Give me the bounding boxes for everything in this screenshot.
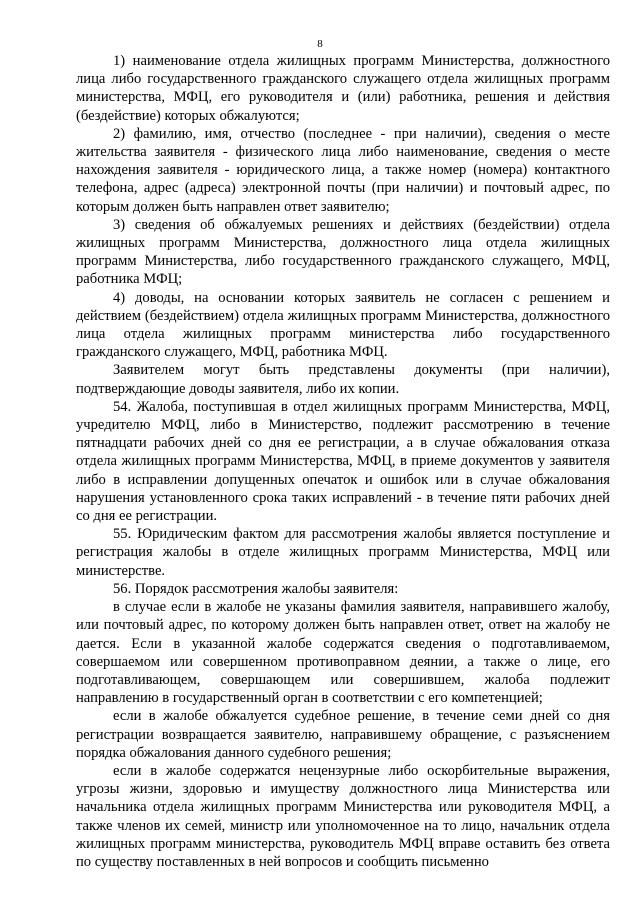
paragraph-54: 54. Жалоба, поступившая в отдел жилищных программ Министерства, МФЦ, учредителю МФЦ, либо в Министерство, подлежит рассмотрению в течение пятнадцати рабочих дней со дня ее регистрации, а в случае обжалования отказа отдела жилищных программ Министерства, МФЦ, в приеме документов у заявителя либо в исправлении допущенных опечаток и ошибок или в случае обжалования нарушения установленного срока таких исправлений - в течение пяти рабочих дней со дня ее регистрации. [76,398,610,525]
paragraph-item-1: 1) наименование отдела жилищных программ Министерства, должностного лица либо государственного гражданского служащего отдела жилищных программ министерства, МФЦ, его руководителя и (или) работника, решения и действия (бездействие) которых обжалуются; [76,53,610,124]
paragraph-56: 56. Порядок рассмотрения жалобы заявителя: [113,580,399,597]
paragraph-item-2: 2) фамилию, имя, отчество (последнее - при наличии), сведения о месте жительства заявителя - физического лица либо наименование, сведения о месте нахождения заявителя - юридического лица, а также номер (номера) контактного телефона, адрес (адреса) электронной почты (при наличии) и почтовый адрес, по которым должен быть направлен ответ заявителю; [76,125,610,215]
paragraph-item-4: 4) доводы, на основании которых заявитель не согласен с решением и действием (бездействием) отдела жилищных программ Министерства, должностного лица отдела жилищных программ министерства либо государственного гражданского служащего, МФЦ, работника МФЦ. [76,289,610,361]
paragraph-offensive-case: если в жалобе содержатся нецензурные либо оскорбительные выражения, угрозы жизни, здоровью и имуществу должностного лица Министерства или начальника отдела жилищных программ Министерства или руководителя МФЦ, а также членов их семей, министр или уполномоченное на то лицо, начальник отдела жилищных программ министерства, руководитель МФЦ вправе оставить без ответа по существу поставленных в ней вопросов и сообщить письменно [76,762,610,870]
page-number: 8 [317,38,323,50]
paragraph-item-3: 3) сведения об обжалуемых решениях и действиях (бездействии) отдела жилищных программ Министерства, должностного лица отдела жилищных программ Министерства, либо государственного гражданского служащего, МФЦ, работника МФЦ; [76,216,610,288]
document-body [76,52,610,871]
paragraph-no-name-case: в случае если в жалобе не указаны фамилия заявителя, направившего жалобу, или почтовый адрес, по которому должен быть направлен ответ, ответ на жалобу не дается. Если в указанной жалобе содержатся сведения о подготавливаемом, совершаемом или совершенном противоправном деянии, а также о лице, его подготавливающем, совершающем или совершившем, жалоба подлежит направлению в государственный орган в соответствии с его компетенцией; [76,599,610,707]
paragraph-court-decision-case: если в жалобе обжалуется судебное решение, в течение семи дней со дня регистрации возвращается заявителю, направившему обращение, с разъяснением порядка обжалования данного судебного решения; [76,708,610,761]
paragraph-documents: Заявителем могут быть представлены документы (при наличии), подтверждающие доводы заявителя, либо их копии. [76,362,610,397]
paragraph-55: 55. Юридическим фактом для рассмотрения жалобы является поступление и регистрация жалобы в отделе жилищных программ Министерства, МФЦ или министерстве. [76,526,610,579]
